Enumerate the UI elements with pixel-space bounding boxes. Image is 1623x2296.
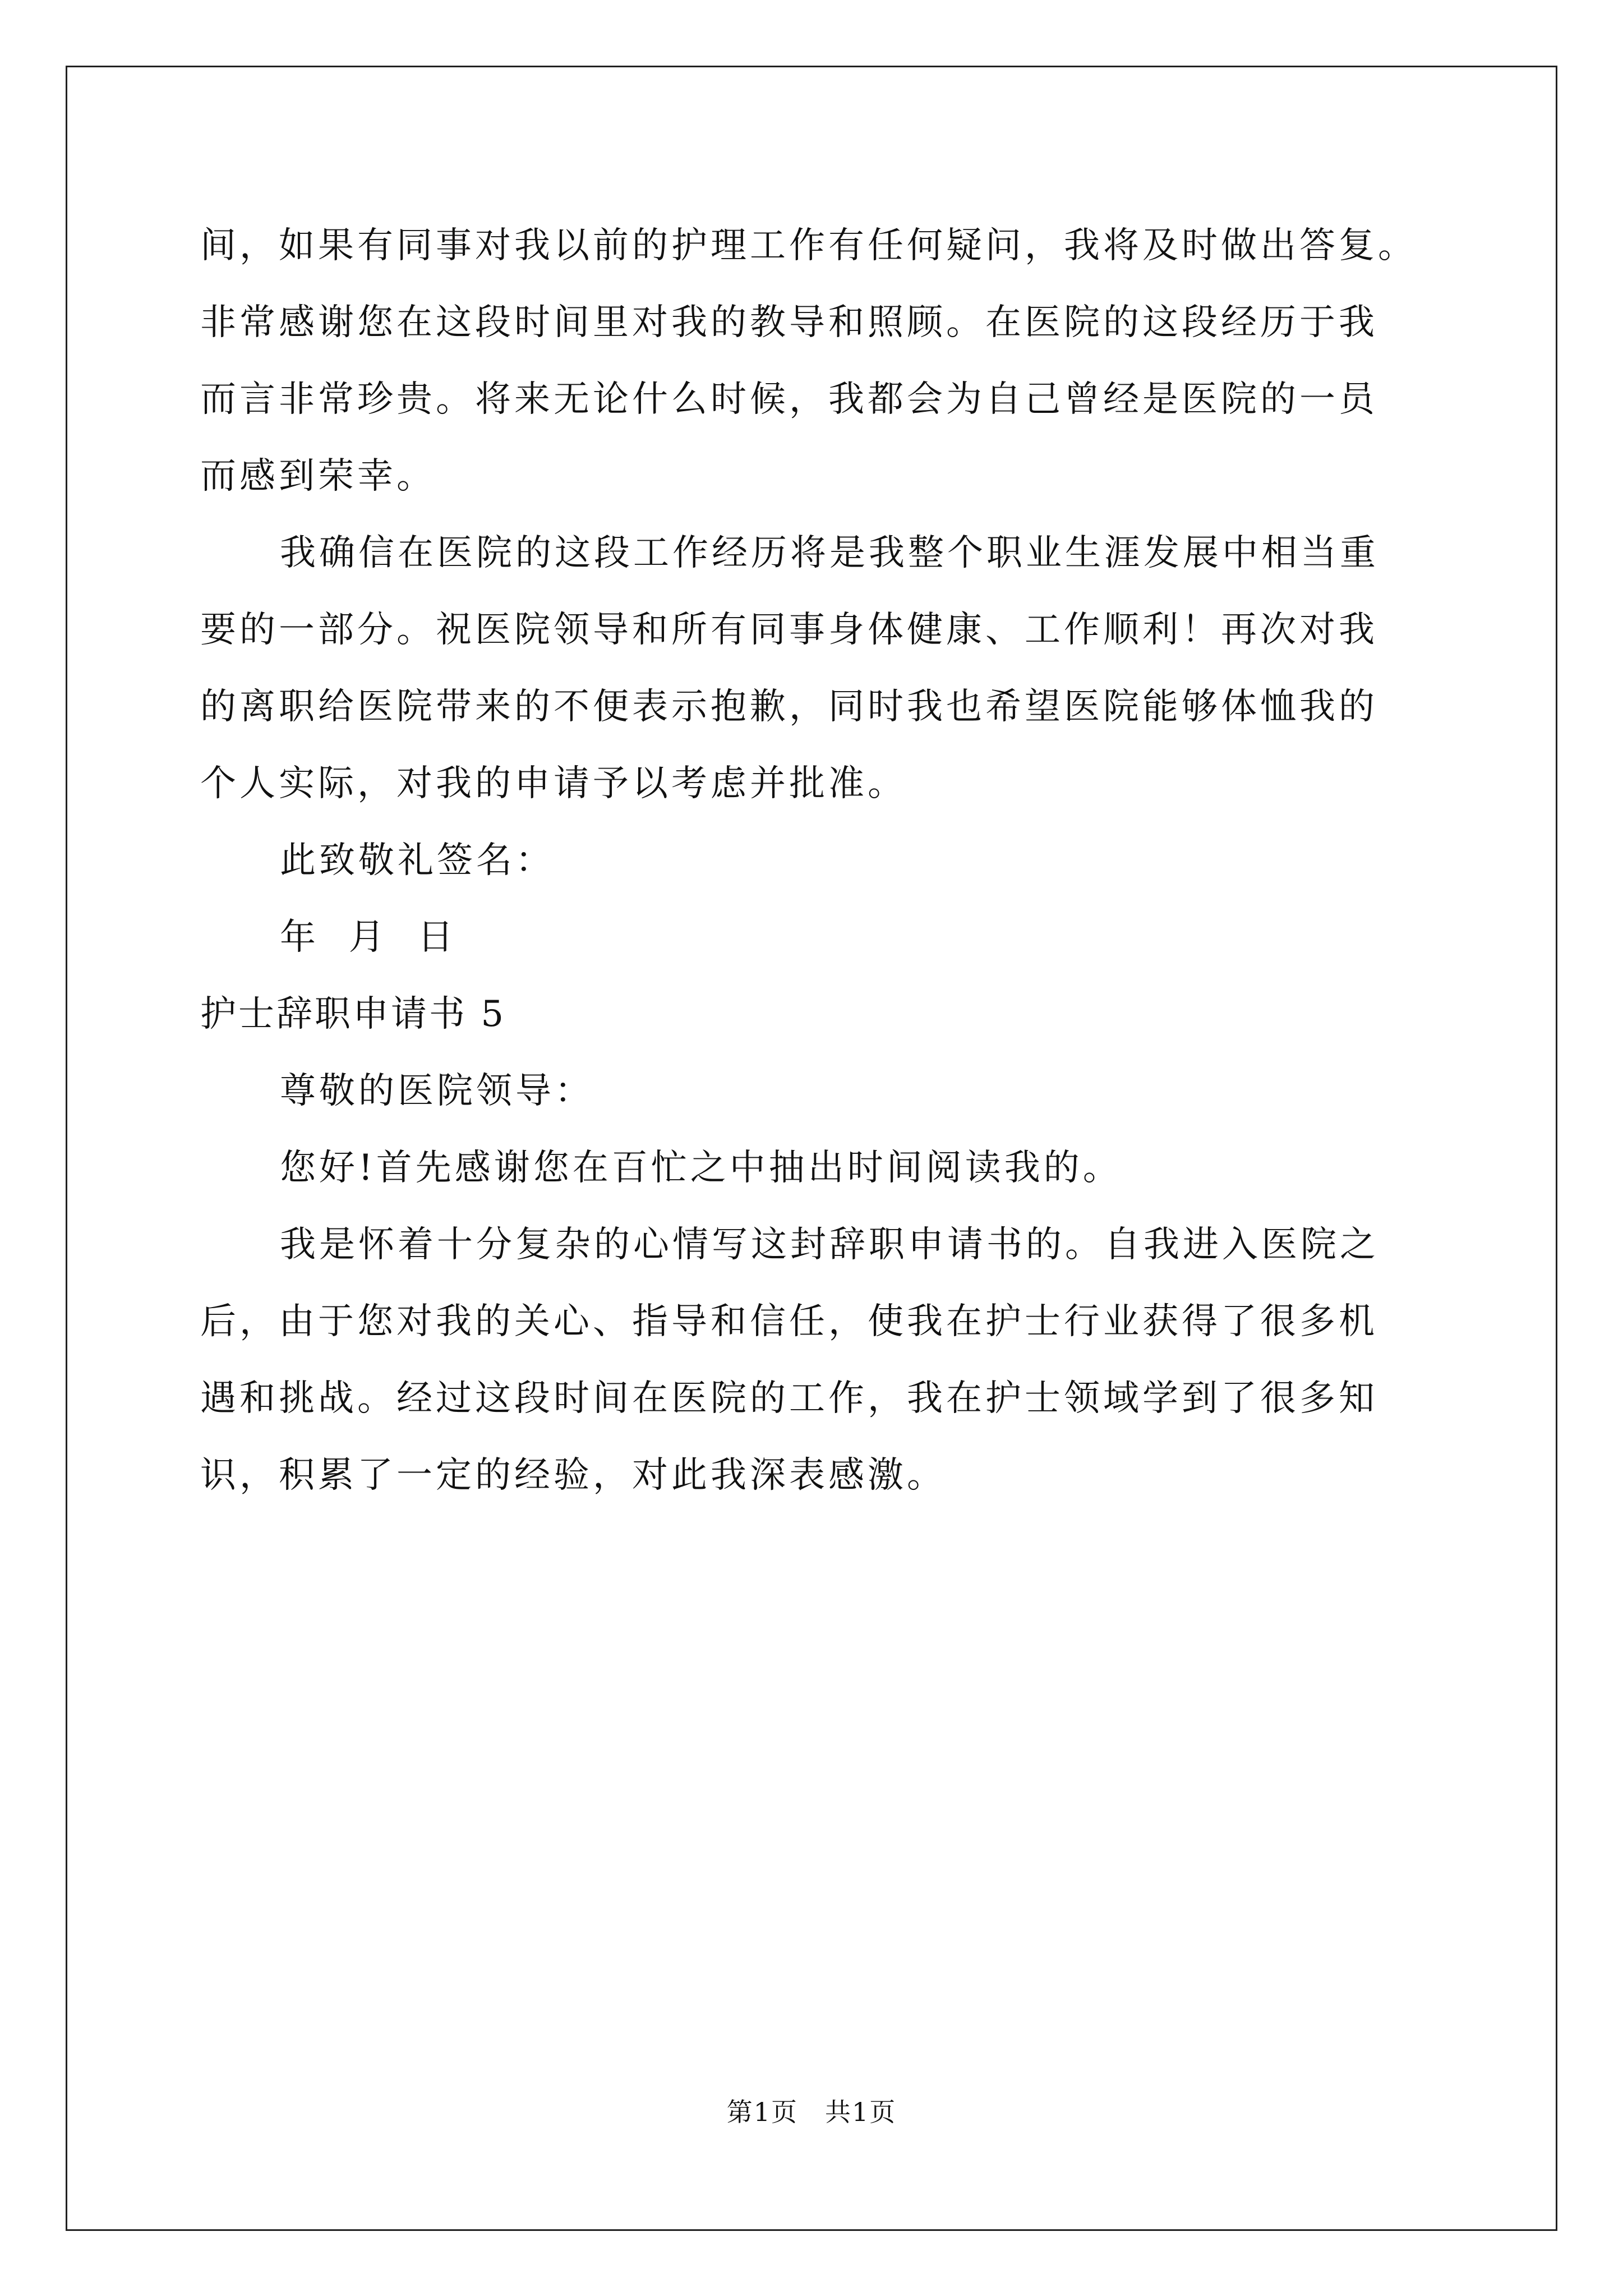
text-line: 后，由于您对我的关心、指导和信任，使我在护士行业获得了很多机 <box>200 1301 1378 1342</box>
text-line: 间，如果有同事对我以前的护理工作有任何疑问，我将及时做出答复。 <box>200 225 1417 266</box>
text-line: 的离职给医院带来的不便表示抱歉，同时我也希望医院能够体恤我的 <box>200 686 1378 728</box>
text-line: 而感到荣幸。 <box>200 455 436 497</box>
date-line: 年 月 日 <box>280 917 457 958</box>
document-body <box>200 208 1428 1514</box>
page-number: 第1页 <box>726 2097 798 2127</box>
greeting: 尊敬的医院领导： <box>280 1070 594 1112</box>
text-line: 个人实际，对我的申请予以考虑并批准。 <box>200 763 907 804</box>
text-line: 我确信在医院的这段工作经历将是我整个职业生涯发展中相当重 <box>280 532 1379 574</box>
text-line: 非常感谢您在这段时间里对我的教导和照顾。在医院的这段经历于我 <box>200 302 1378 343</box>
section-heading: 护士辞职申请书 5 <box>200 993 506 1035</box>
text-line: 要的一部分。祝医院领导和所有同事身体健康、工作顺利！再次对我 <box>200 609 1378 651</box>
page-footer <box>0 2095 1623 2129</box>
text-line: 您好!首先感谢您在百忙之中抽出时间阅读我的。 <box>280 1147 1122 1189</box>
text-line: 识，积累了一定的经验，对此我深表感激。 <box>200 1455 946 1496</box>
page-total: 共1页 <box>825 2097 897 2127</box>
text-line: 而言非常珍贵。将来无论什么时候，我都会为自己曾经是医院的一员 <box>200 379 1378 420</box>
closing-salutation: 此致敬礼签名： <box>280 840 555 881</box>
text-line: 我是怀着十分复杂的心情写这封辞职申请书的。自我进入医院之 <box>280 1224 1379 1266</box>
text-line: 遇和挑战。经过这段时间在医院的工作，我在护士领域学到了很多知 <box>200 1378 1378 1419</box>
